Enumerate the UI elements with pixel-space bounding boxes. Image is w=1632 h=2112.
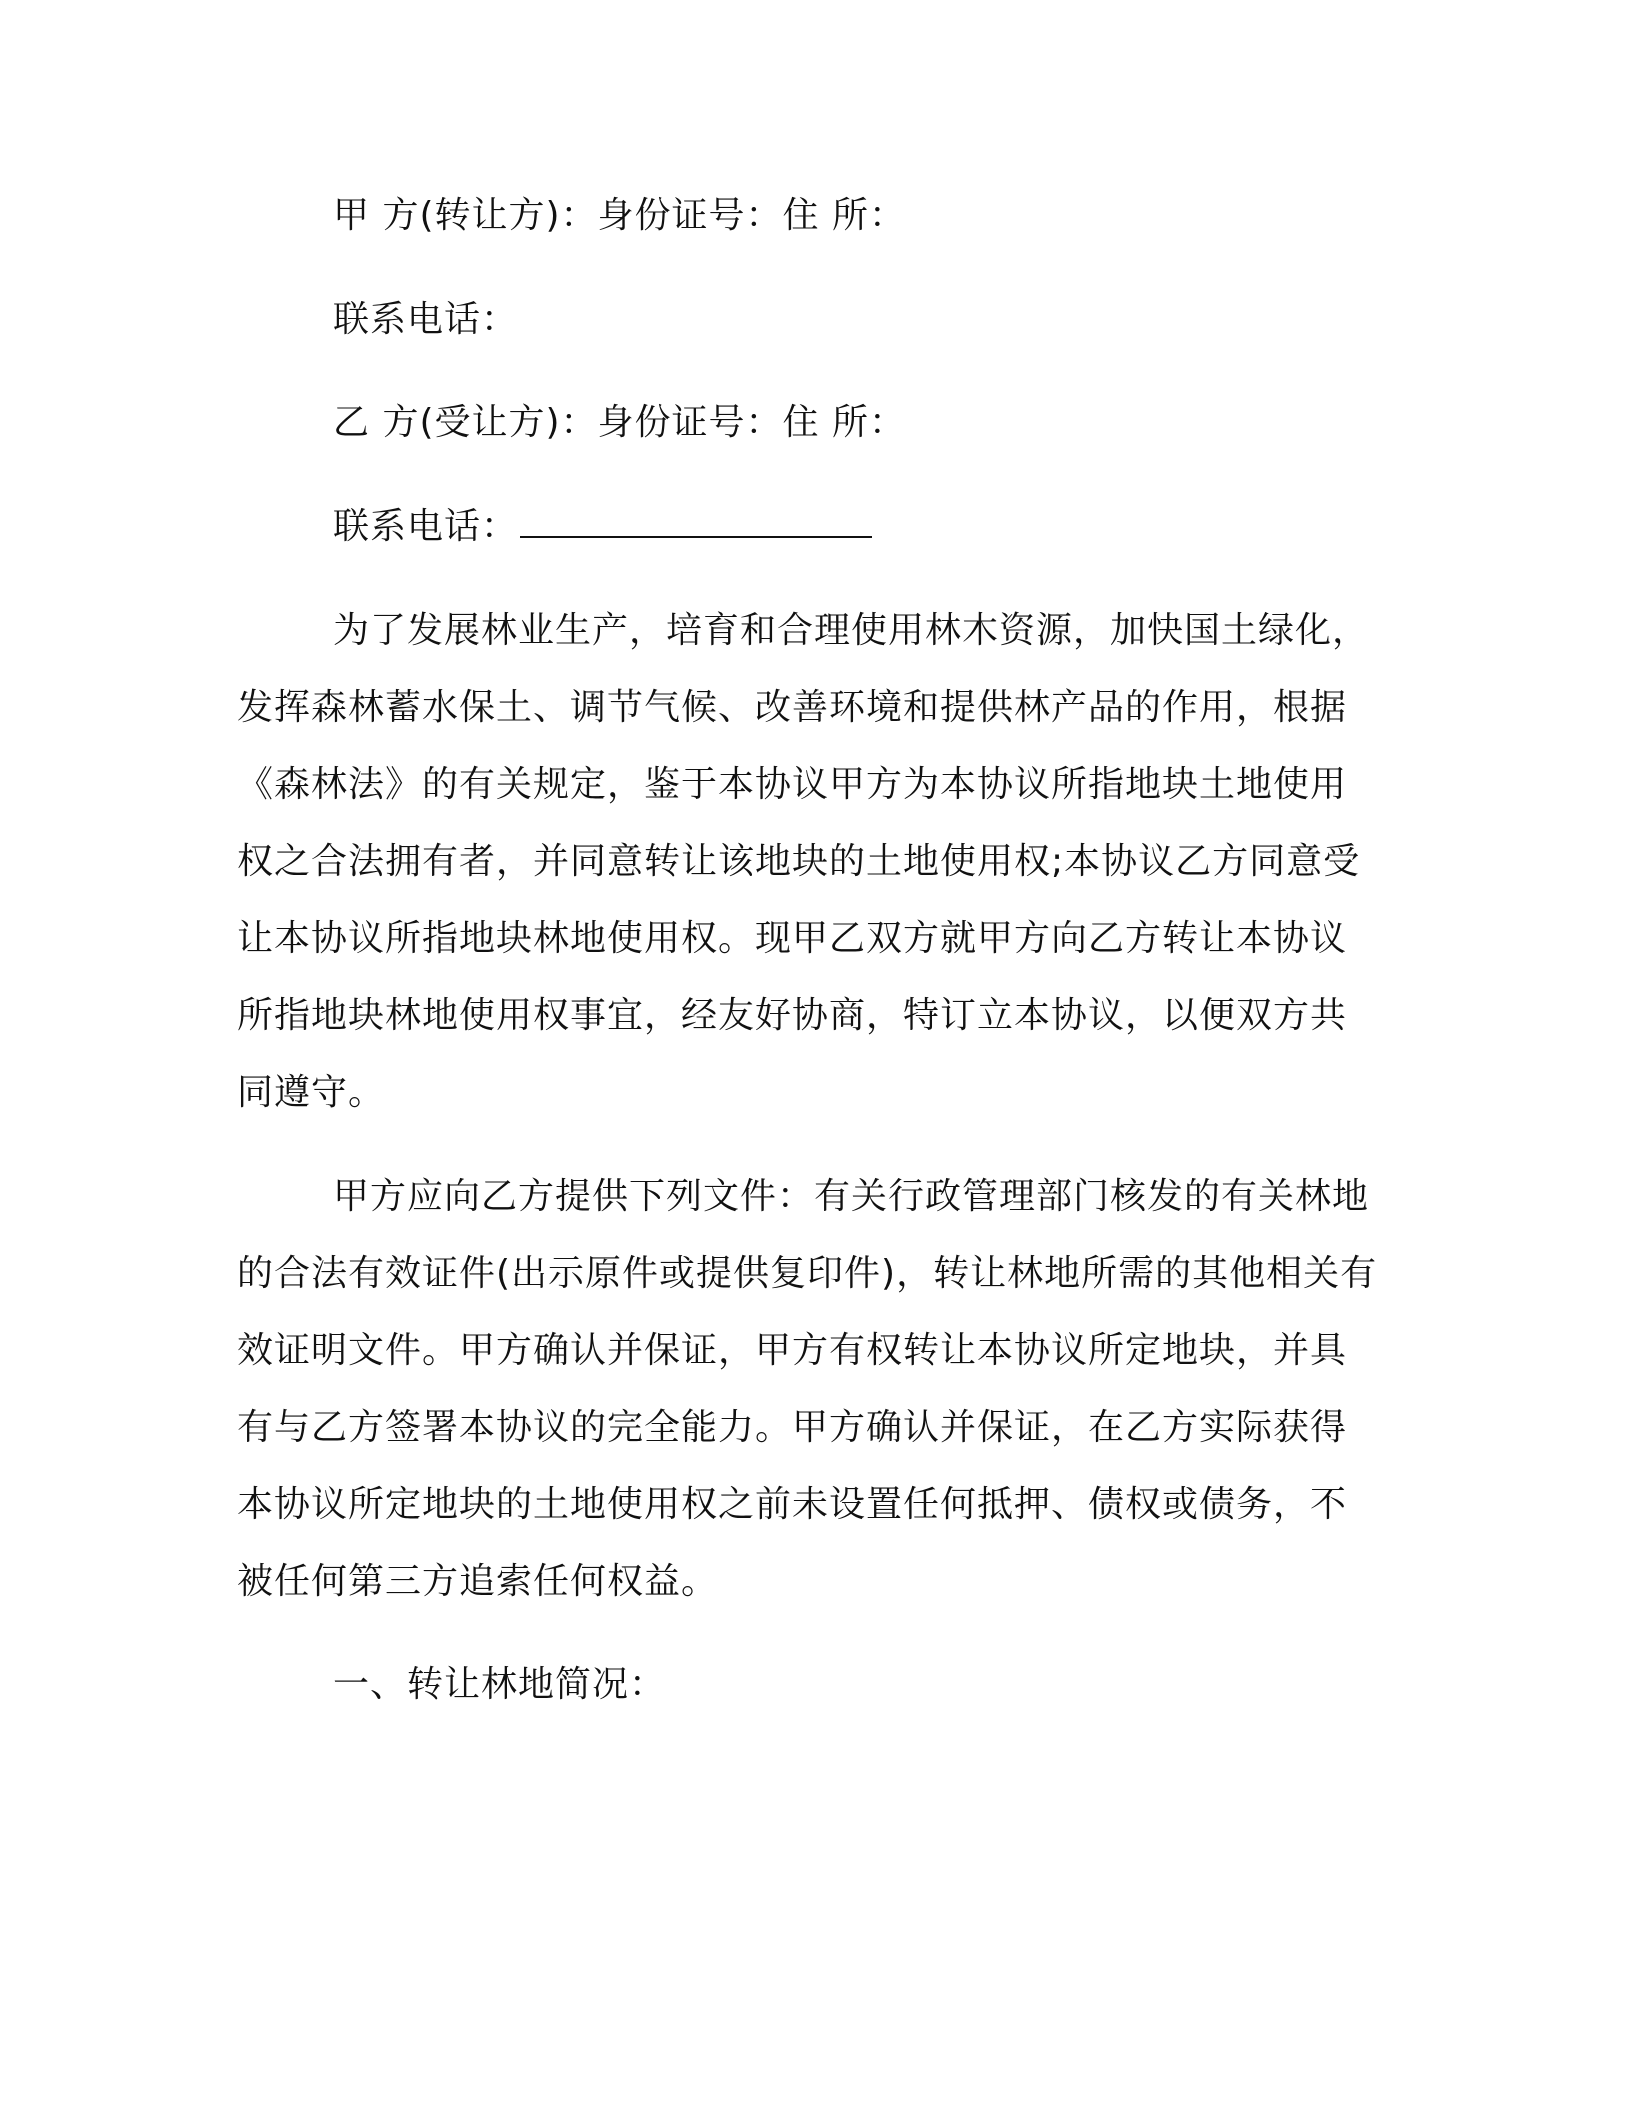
documents-clause-line-5: 本协议所定地块的土地使用权之前未设置任何抵押、债权或债务，不 [237,1484,1348,1525]
phone-blank-line [520,506,872,538]
preamble-line-5: 让本协议所指地块林地使用权。现甲乙双方就甲方向乙方转让本协议 [237,918,1348,959]
documents-clause-line-1: 甲方应向乙方提供下列文件：有关行政管理部门核发的有关林地 [333,1176,1370,1217]
documents-clause-line-2: 的合法有效证件(出示原件或提供复印件)，转让林地所需的其他相关有 [237,1253,1378,1294]
section-1-heading: 一、转让林地简况： [333,1664,667,1705]
party-a-info-line: 甲 方(转让方)：身份证号：住 所： [333,195,906,236]
preamble-line-1: 为了发展林业生产，培育和合理使用林木资源，加快国土绿化， [333,610,1370,651]
party-b-info-line: 乙 方(受让方)：身份证号：住 所： [333,402,906,443]
preamble-line-3: 《森林法》的有关规定，鉴于本协议甲方为本协议所指地块土地使用 [237,764,1348,805]
party-b-phone-row [333,506,872,547]
preamble-line-6: 所指地块林地使用权事宜，经友好协商，特订立本协议，以便双方共 [237,995,1348,1036]
preamble-line-2: 发挥森林蓄水保土、调节气候、改善环境和提供林产品的作用，根据 [237,687,1348,728]
preamble-line-7: 同遵守。 [237,1072,386,1113]
documents-clause-line-6: 被任何第三方追索任何权益。 [237,1561,719,1602]
documents-clause-line-3: 效证明文件。甲方确认并保证，甲方有权转让本协议所定地块，并具 [237,1330,1348,1371]
documents-clause-line-4: 有与乙方签署本协议的完全能力。甲方确认并保证，在乙方实际获得 [237,1407,1348,1448]
party-a-phone-label: 联系电话： [333,299,519,340]
party-b-phone-label: 联系电话： [333,506,519,547]
preamble-line-4: 权之合法拥有者，并同意转让该地块的土地使用权;本协议乙方同意受 [237,841,1361,882]
